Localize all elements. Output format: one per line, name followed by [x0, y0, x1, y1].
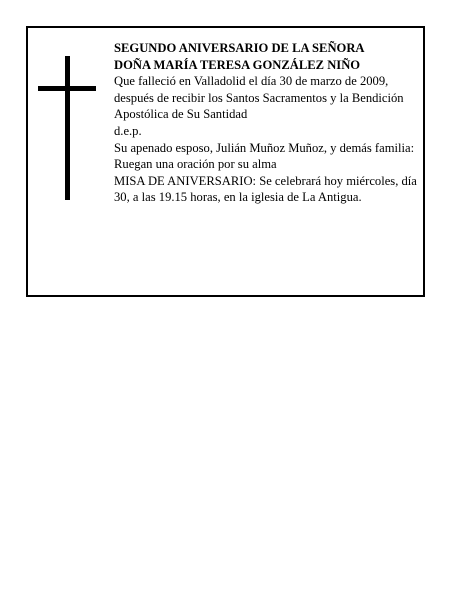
notice-heading-line1: SEGUNDO ANIVERSARIO DE LA SEÑORA	[114, 41, 365, 55]
cross-icon	[38, 56, 96, 200]
notice-death-paragraph: Que falleció en Valladolid el día 30 de marzo de 2009, después de recibir los Santos Sacramentos y la Bendición Apostólica de Su Santidad	[114, 74, 404, 122]
notice-text	[114, 40, 420, 206]
notice-rip: d.e.p.	[114, 123, 142, 138]
cross-vertical-bar	[65, 56, 70, 200]
notice-heading-line2: DOÑA MARÍA TERESA GONZÁLEZ NIÑO	[114, 57, 361, 72]
notice-prayer-paragraph: Ruegan una oración por su alma	[114, 157, 277, 172]
cross-horizontal-bar	[38, 86, 96, 91]
notice-family-paragraph: Su apenado esposo, Julián Muñoz Muñoz, y demás familia:	[114, 140, 415, 155]
notice-mass-paragraph: MISA DE ANIVERSARIO: Se celebrará hoy miércoles, día 30, a las 19.15 horas, en la iglesia de La Antigua.	[114, 173, 417, 205]
obituary-notice	[26, 26, 425, 297]
